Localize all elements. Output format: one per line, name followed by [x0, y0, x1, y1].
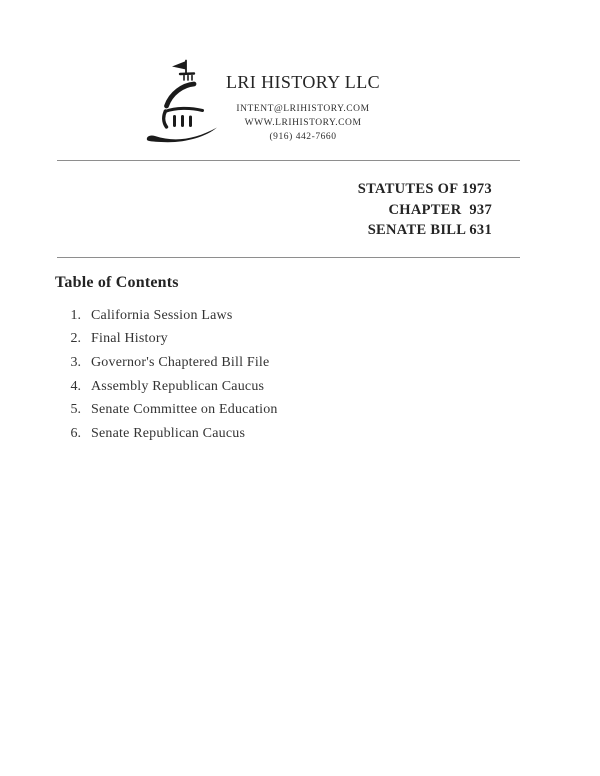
toc-item-label: Governor's Chaptered Bill File: [91, 354, 270, 370]
phone-text: (916) 442-7660: [269, 132, 337, 143]
toc-item-number: 1.: [70, 307, 81, 323]
statute-reference-block: [57, 179, 492, 241]
toc-item-number: 5.: [70, 402, 81, 418]
toc-item-label: Final History: [91, 331, 168, 347]
divider-bottom: [57, 257, 520, 258]
toc-item: [57, 328, 457, 352]
senate-bill-line: SENATE BILL 631: [367, 222, 492, 238]
toc-item: [57, 304, 457, 328]
statutes-line: STATUTES OF 1973: [357, 181, 492, 197]
toc-item-number: 3.: [70, 354, 81, 370]
toc-item-number: 2.: [70, 331, 81, 347]
email-text: INTENT@LRIHISTORY.COM: [236, 104, 370, 114]
toc-item: [57, 375, 457, 399]
toc-item: [57, 422, 457, 446]
toc-item: [57, 351, 457, 375]
toc-item: [57, 398, 457, 422]
letterhead: [203, 72, 403, 145]
toc-list: [57, 304, 457, 446]
website-text: WWW.LRIHISTORY.COM: [244, 118, 362, 129]
toc-item-label: Assembly Republican Caucus: [91, 378, 265, 394]
toc-item-number: 4.: [70, 378, 81, 394]
company-name: LRI HISTORY LLC: [225, 72, 380, 92]
toc-item-label: Senate Republican Caucus: [91, 425, 246, 441]
toc-title: Table of Contents: [55, 274, 179, 291]
toc-item-label: Senate Committee on Education: [91, 402, 278, 418]
chapter-line: CHAPTER 937: [388, 201, 492, 218]
toc-item-number: 6.: [70, 425, 81, 441]
divider-top: [57, 160, 520, 161]
toc-item-label: California Session Laws: [91, 307, 233, 323]
